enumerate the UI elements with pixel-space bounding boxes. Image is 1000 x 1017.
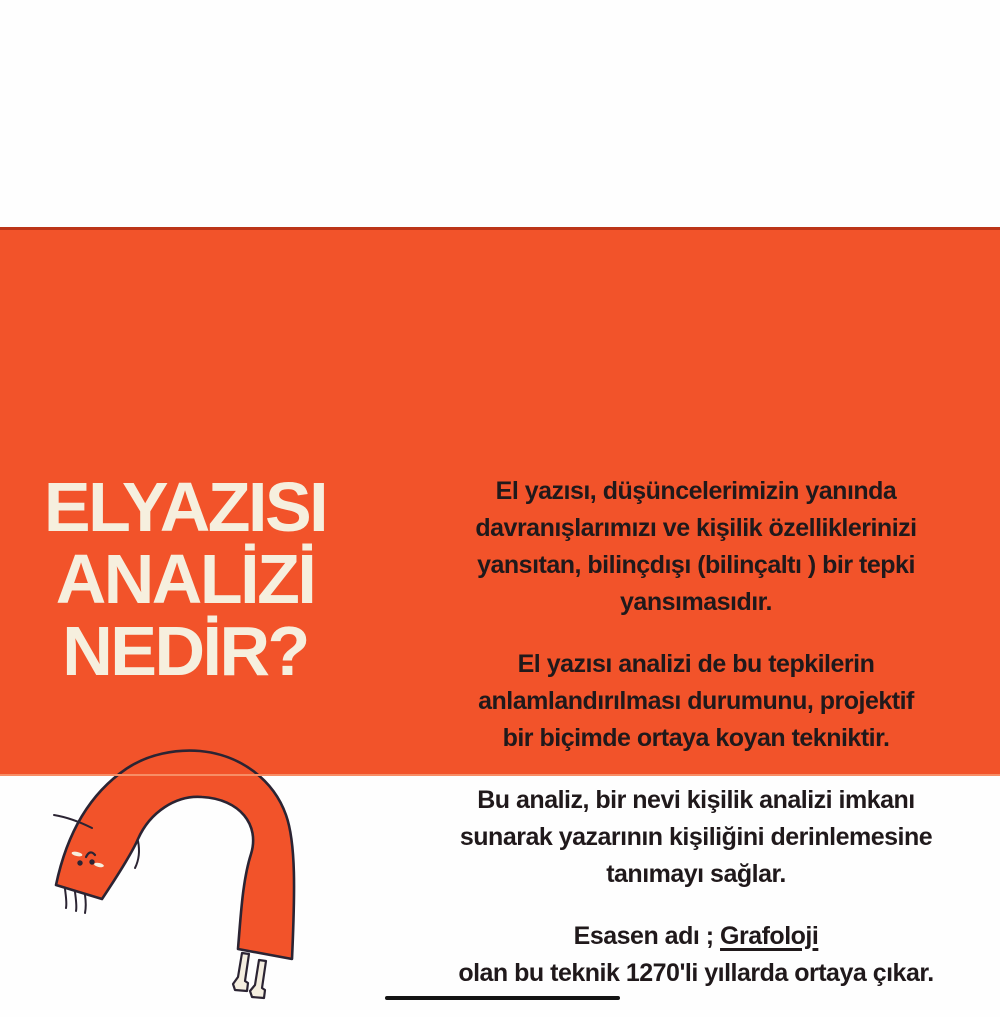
title-line-2: ANALİZİ — [55, 540, 315, 618]
paragraph-line: bir biçimde ortaya koyan tekniktir. — [502, 724, 890, 752]
worm-finger — [85, 895, 86, 913]
worm-boot — [233, 953, 249, 991]
worm-finger — [75, 892, 76, 911]
grafoloji-underlined-term: Grafoloji — [720, 922, 819, 950]
paragraph-3 — [400, 782, 992, 893]
paragraph-line: anlamlandırılması durumunu, projektif — [478, 687, 914, 715]
worm-finger — [65, 889, 66, 908]
orange-banner — [0, 227, 1000, 987]
grafoloji-lead-text: Esasen adı ; — [573, 922, 721, 950]
paragraph-line — [574, 922, 819, 950]
paragraph-line: El yazısı, düşüncelerimizin yanında — [495, 477, 897, 505]
worm-boot — [250, 960, 266, 998]
paragraph-line: yansıtan, bilinçdışı (bilinçaltı ) bir tepki — [477, 551, 915, 579]
paragraph-1 — [400, 473, 992, 621]
worm-eye — [89, 859, 94, 864]
poster-title — [22, 468, 348, 690]
arch-worm-illustration — [30, 727, 330, 1017]
bottom-edge-bar — [385, 996, 620, 1000]
paragraph-line: El yazısı analizi de bu tepkilerin — [517, 650, 875, 678]
paragraph-line: tanımayı sağlar. — [606, 860, 786, 888]
paragraph-line: sunarak yazarının kişiliğini derinlemesine — [459, 823, 933, 851]
paragraph-line: davranışlarımızı ve kişilik özelliklerinizi — [475, 514, 917, 542]
title-line-1: ELYAZISI — [43, 468, 327, 546]
worm-body-outline — [56, 751, 294, 959]
worm-eye — [77, 860, 82, 865]
paragraph-2 — [400, 646, 992, 757]
paragraph-line: olan bu teknik 1270'li yıllarda ortaya çıkar. — [458, 959, 934, 987]
paragraph-4 — [400, 918, 992, 992]
title-line-3: NEDİR? — [62, 612, 308, 690]
body-text-column — [400, 473, 992, 992]
paragraph-line: Bu analiz, bir nevi kişilik analizi imkanı — [477, 786, 915, 814]
paragraph-line: yansımasıdır. — [620, 588, 772, 616]
